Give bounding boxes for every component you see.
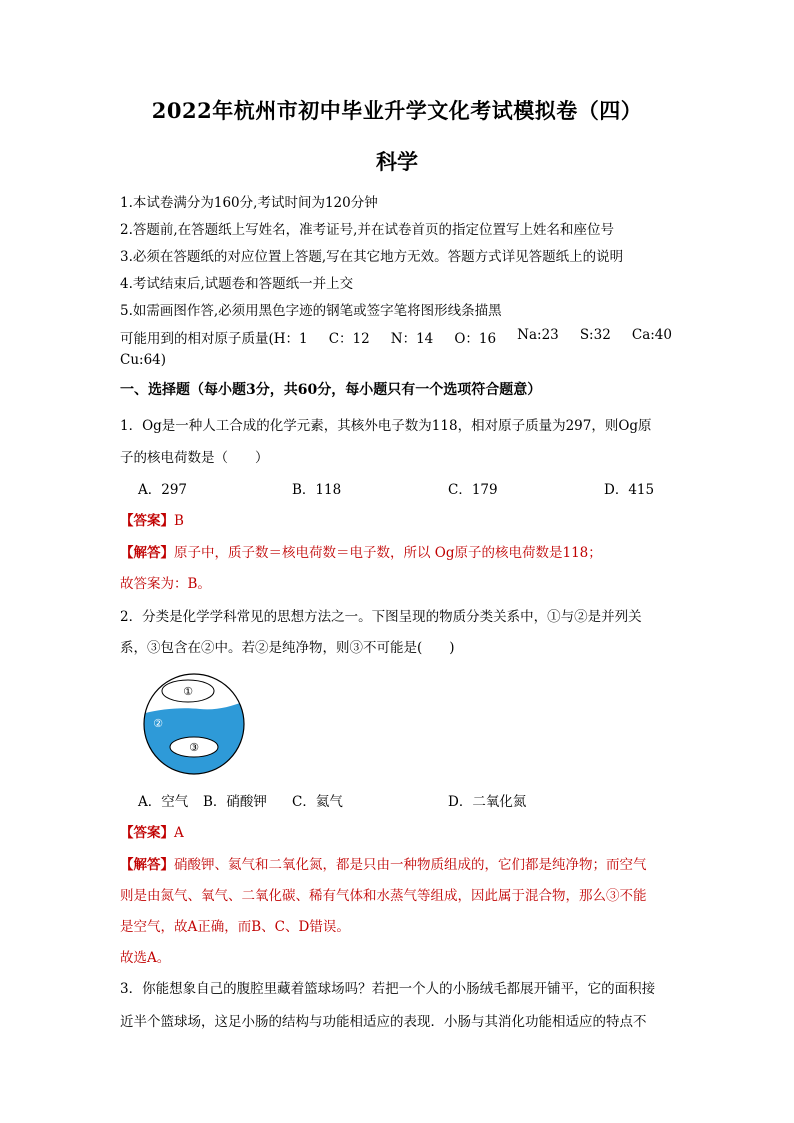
atomic-mass-item: Ca:40 xyxy=(631,327,672,343)
atomic-mass-item: S:32 xyxy=(579,327,611,343)
instruction-line: 3.必须在答题纸的对应位置上答题,写在其它地方无效。答题方式详见答题纸上的说明 xyxy=(120,249,624,265)
q2-analysis-cont: 是空气，故A正确，而B、C、D错误。 xyxy=(120,919,350,935)
q2-option-c: C．氦气 xyxy=(292,794,343,810)
q1-analysis xyxy=(120,541,602,561)
q1-option-c: C．179 xyxy=(448,482,498,498)
instruction-line: 4.考试结束后,试题卷和答题纸一并上交 xyxy=(120,276,354,292)
atomic-mass-item: O：16 xyxy=(454,331,497,347)
classification-venn-diagram xyxy=(138,671,250,777)
atomic-mass-item: Na:23 xyxy=(517,327,559,343)
analysis-text: 硝酸钾、氦气和二氧化氮，都是只由一种物质组成的，它们都是纯净物；而空气 xyxy=(174,857,647,873)
answer-value: B xyxy=(174,513,184,529)
atomic-mass-line xyxy=(120,327,672,347)
q3-stem: 近半个篮球场，这足小肠的结构与功能相适应的表现．小肠与其消化功能相适应的特点不 xyxy=(120,1014,647,1030)
q3-stem: 3．你能想象自己的腹腔里藏着篮球场吗？若把一个人的小肠绒毛都展开铺平，它的面积接 xyxy=(120,981,656,997)
atomic-mass-tail: Cu:64) xyxy=(120,352,167,368)
q2-answer xyxy=(120,821,184,841)
atomic-mass-item: N：14 xyxy=(390,331,434,347)
q1-stem: 子的核电荷数是（ ） xyxy=(120,450,269,466)
q1-answer xyxy=(120,509,184,529)
q1-option-b: B．118 xyxy=(292,482,342,498)
instruction-line: 2.答题前,在答题纸上写姓名，准考证号,并在试卷首页的指定位置写上姓名和座位号 xyxy=(120,222,614,238)
instruction-line: 5.如需画图作答,必须用黑色字迹的钢笔或签字笔将图形线条描黑 xyxy=(120,303,502,319)
q1-option-d: D．415 xyxy=(604,482,655,498)
q2-option-b: B．硝酸钾 xyxy=(203,794,267,810)
atomic-mass-item: 可能用到的相对原子质量(H：1 xyxy=(120,331,308,347)
q2-analysis-cont: 则是由氮气、氧气、二氧化碳、稀有气体和水蒸气等组成，因此属于混合物，那么③不能 xyxy=(120,888,647,904)
q2-analysis xyxy=(120,853,647,873)
q2-stem: 2．分类是化学学科常见的思想方法之一。下图呈现的物质分类关系中，①与②是并列关 xyxy=(120,609,642,625)
answer-label: 【答案】 xyxy=(120,825,174,841)
q2-option-d: D．二氧化氮 xyxy=(448,794,527,810)
q1-conclusion: 故答案为：B。 xyxy=(120,576,211,592)
q2-stem: 系，③包含在②中。若②是纯净物，则③不可能是( ) xyxy=(120,640,455,656)
instruction-line: 1.本试卷满分为160分,考试时间为120分钟 xyxy=(120,195,378,211)
q1-stem: 1．Og是一种人工合成的化学元素，其核外电子数为118，相对原子质量为297，则Og原 xyxy=(120,418,652,434)
label-3: ③ xyxy=(189,741,199,754)
q2-option-a: A．空气 xyxy=(138,794,189,810)
analysis-label: 【解答】 xyxy=(120,545,174,561)
q1-option-a: A．297 xyxy=(138,482,188,498)
q2-conclusion: 故选A。 xyxy=(120,950,171,966)
exam-title: 2022年杭州市初中毕业升学文化考试模拟卷（四） xyxy=(151,98,643,123)
analysis-text: 原子中，质子数＝核电荷数＝电子数，所以 Og原子的核电荷数是118； xyxy=(174,545,602,561)
answer-value: A xyxy=(174,825,184,841)
section-heading: 一、选择题（每小题3分，共60分，每小题只有一个选项符合题意） xyxy=(120,382,542,398)
label-1: ① xyxy=(183,685,193,698)
subject-title: 科学 xyxy=(376,149,418,174)
label-2: ② xyxy=(153,717,163,730)
answer-label: 【答案】 xyxy=(120,513,174,529)
atomic-mass-item: C：12 xyxy=(328,331,370,347)
analysis-label: 【解答】 xyxy=(120,857,174,873)
